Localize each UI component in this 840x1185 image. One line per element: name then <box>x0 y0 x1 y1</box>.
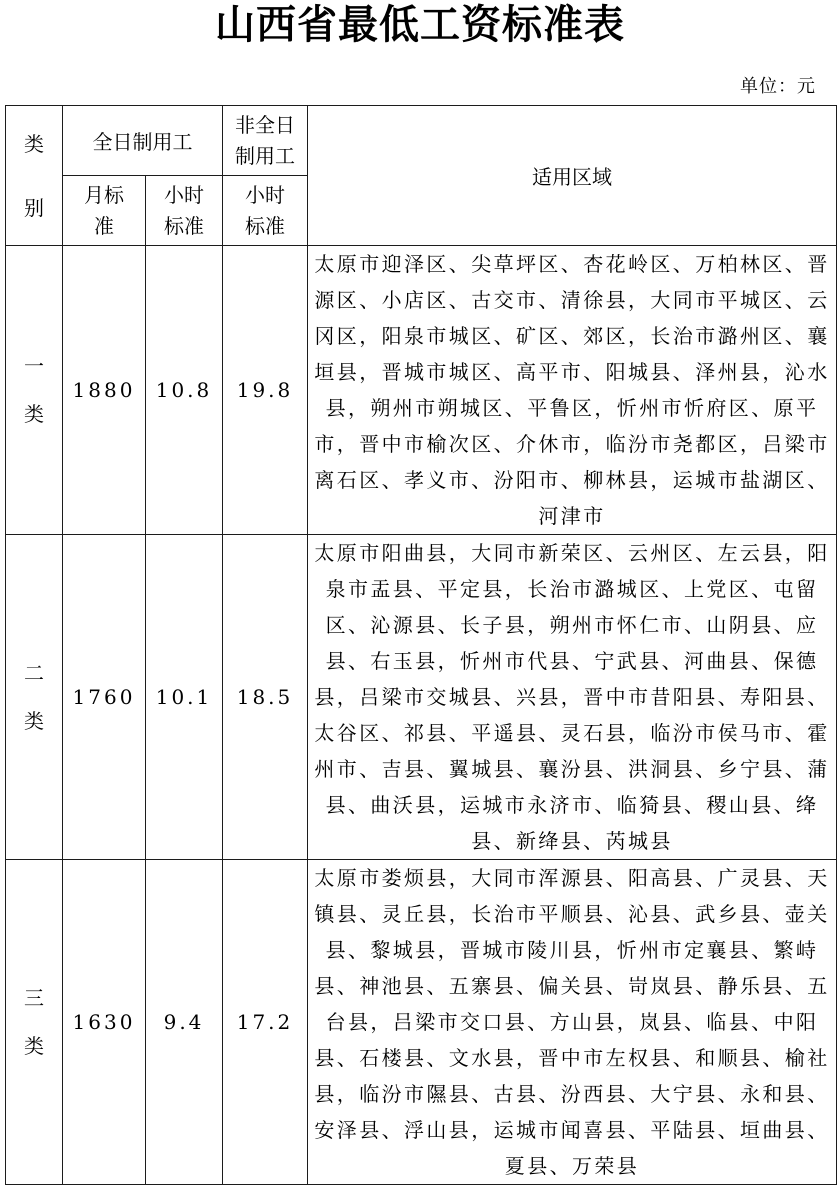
col-header-hourly-standard <box>146 176 223 246</box>
col-header-parttime-group <box>223 106 308 176</box>
region-list: 太原市迎泽区、尖草坪区、杏花岭区、万柏林区、晋源区、小店区、古交市、清徐县，大同市平城区、云冈区，阳泉市城区、矿区、郊区，长治市潞州区、襄垣县，晋城市城区、高平市、阳城县、泽州县，沁水县，朔州市朔城区、平鲁区，忻州市忻府区、原平市，晋中市榆次区、介休市，临汾市尧都区，吕梁市离石区、孝义市、汾阳市、柳林县，运城市盐湖区、河津市 <box>308 246 837 535</box>
header-row-groups <box>6 106 837 176</box>
category-label: 三类 <box>24 986 44 1058</box>
category-cell <box>6 246 63 535</box>
col-header-hourly-standard-label: 小时标准 <box>164 182 204 238</box>
region-list: 太原市娄烦县，大同市浑源县、阳高县、广灵县、天镇县、灵丘县，长治市平顺县、沁县、武乡县、壶关县、黎城县，晋城市陵川县，忻州市定襄县、繁峙县、神池县、五寨县、偏关县、岢岚县、静乐县、五台县，吕梁市交口县、方山县，岚县、临县、中阳县、石楼县、文水县，晋中市左权县、和顺县、榆社县，临汾市隰县、古县、汾西县、大宁县、永和县、安泽县、浮山县，运城市闻喜县、平陆县、垣曲县、夏县、万荣县 <box>308 860 837 1185</box>
monthly-standard-value: 1630 <box>63 860 146 1185</box>
table-row-class2 <box>6 535 837 860</box>
hourly-standard-value: 9.4 <box>146 860 223 1185</box>
category-label: 一类 <box>24 354 44 426</box>
table-row-class3 <box>6 860 837 1185</box>
col-header-monthly-standard <box>63 176 146 246</box>
col-header-region: 适用区域 <box>308 106 837 246</box>
col-header-parttime-group-label: 非全日制用工 <box>235 112 295 168</box>
hourly-standard-value: 10.1 <box>146 535 223 860</box>
category-label: 二类 <box>24 661 44 733</box>
parttime-hourly-standard-value: 17.2 <box>223 860 308 1185</box>
col-header-category-label: 类别 <box>24 131 44 220</box>
parttime-hourly-standard-value: 19.8 <box>223 246 308 535</box>
page-title: 山西省最低工资标准表 <box>215 1 625 48</box>
monthly-standard-value: 1760 <box>63 535 146 860</box>
col-header-parttime-hourly-standard-label: 小时标准 <box>245 182 285 238</box>
table-row-class1 <box>6 246 837 535</box>
monthly-standard-value: 1880 <box>63 246 146 535</box>
category-cell <box>6 860 63 1185</box>
col-header-fulltime-group: 全日制用工 <box>63 106 223 176</box>
document-page <box>0 2 840 1185</box>
hourly-standard-value: 10.8 <box>146 246 223 535</box>
col-header-monthly-standard-label: 月标准 <box>84 182 124 238</box>
unit-label: 单位：元 <box>740 76 816 97</box>
parttime-hourly-standard-value: 18.5 <box>223 535 308 860</box>
region-list: 太原市阳曲县，大同市新荣区、云州区、左云县，阳泉市盂县、平定县，长治市潞城区、上党区、屯留区、沁源县、长子县，朔州市怀仁市、山阴县、应县、右玉县，忻州市代县、宁武县、河曲县、保德县，吕梁市交城县、兴县，晋中市昔阳县、寿阳县、太谷区、祁县、平遥县、灵石县，临汾市侯马市、霍州市、吉县、翼城县、襄汾县、洪洞县、乡宁县、蒲县、曲沃县，运城市永济市、临猗县、稷山县、绛县、新绛县、芮城县 <box>308 535 837 860</box>
col-header-category <box>6 106 63 246</box>
col-header-parttime-hourly-standard <box>223 176 308 246</box>
category-cell <box>6 535 63 860</box>
wage-standard-table <box>5 105 837 1185</box>
